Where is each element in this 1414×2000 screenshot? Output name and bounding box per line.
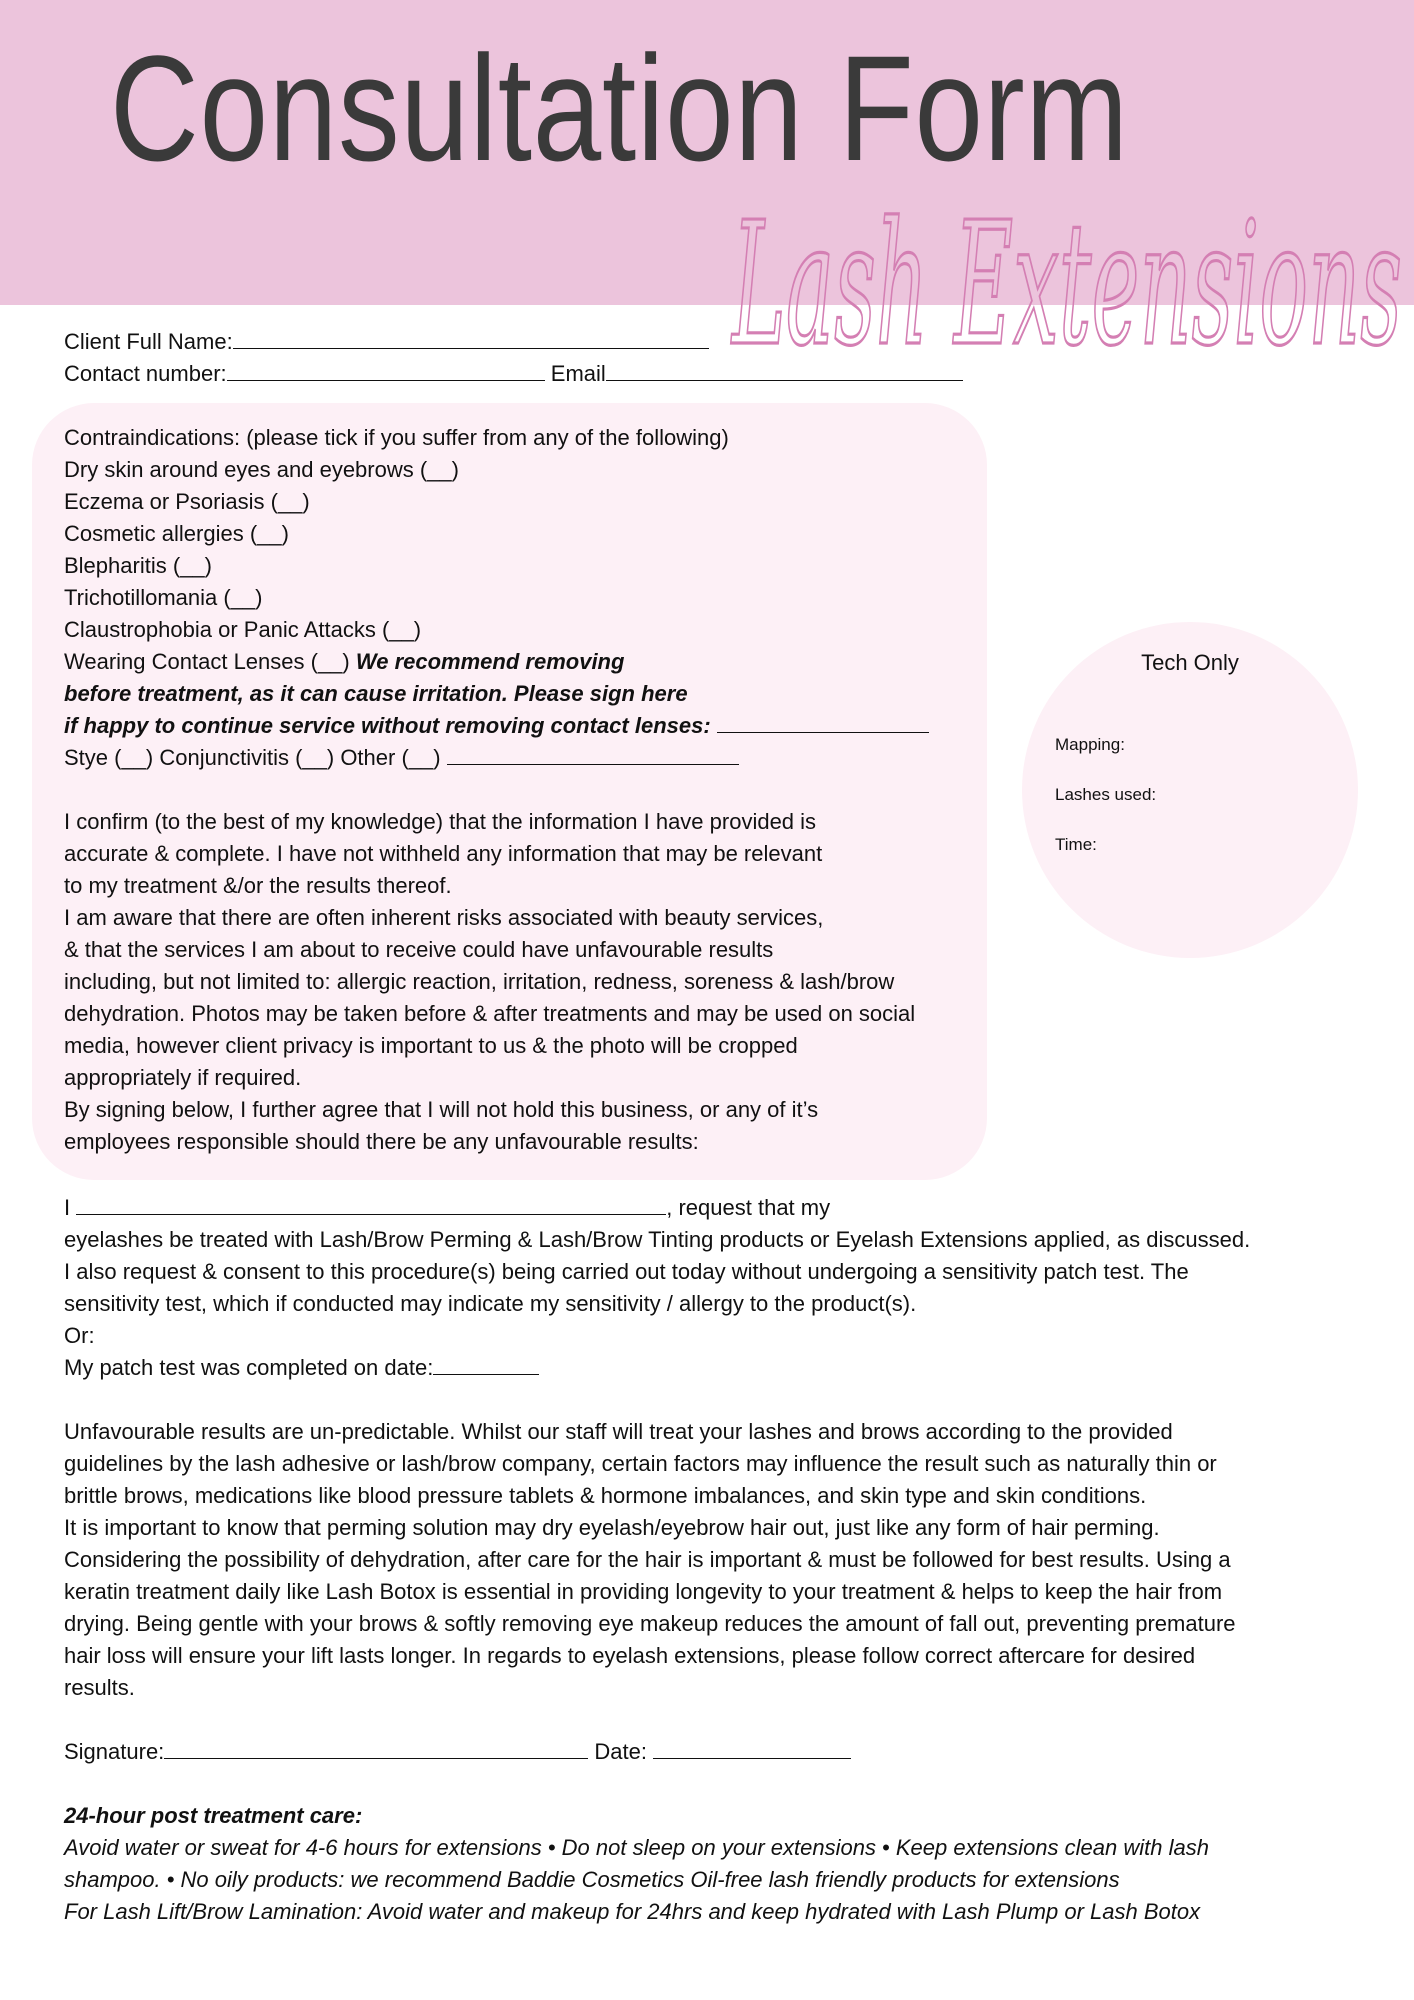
client-name-field[interactable] [233, 328, 709, 349]
disclaimer-line: drying. Being gentle with your brows & softly removing eye makeup reduces the amount of fall out, preventing premature [64, 1611, 1236, 1636]
lashes-used-label: Lashes used: [1055, 785, 1157, 804]
signature-row [64, 1736, 851, 1768]
other-conditions-row [64, 742, 739, 774]
contact-lenses-row [64, 646, 624, 678]
contact-number-field[interactable] [227, 360, 545, 381]
other-conditions-items[interactable]: Stye (__) Conjunctivitis (__) Other (__) [64, 745, 441, 770]
tech-only-title: Tech Only [1141, 650, 1239, 675]
contraindication-item[interactable]: Cosmetic allergies (__) [64, 521, 289, 546]
contraindication-item[interactable]: Claustrophobia or Panic Attacks (__) [64, 617, 422, 642]
script-subtitle-text: Lash Extensions [730, 186, 1402, 384]
request-row [64, 1192, 830, 1224]
patch-test-row [64, 1352, 539, 1384]
date-field[interactable] [653, 1738, 851, 1759]
request-line: I also request & consent to this procedure(s) being carried out today without undergoing a sensitivity patch test. The [64, 1259, 1189, 1284]
declaration-line: to my treatment &/or the results thereof. [64, 873, 452, 898]
signature-label: Signature: [64, 1739, 165, 1764]
disclaimer-line: guidelines by the lash adhesive or lash/brow company, certain factors may influence the result such as naturally thin or [64, 1451, 1217, 1476]
declaration-line: employees responsible should there be any unfavourable results: [64, 1129, 699, 1154]
contraindications-heading: Contraindications: (please tick if you suffer from any of the following) [64, 425, 729, 450]
contact-lenses-signature-field[interactable] [717, 712, 929, 733]
disclaimer-line: keratin treatment daily like Lash Botox is essential in providing longevity to your treatment & helps to keep the hair from [64, 1579, 1223, 1604]
aftercare-line: shampoo. • No oily products: we recommend Baddie Cosmetics Oil-free lash friendly products for extensions [64, 1867, 1120, 1892]
disclaimer-line: Unfavourable results are un-predictable. Whilst our staff will treat your lashes and brows according to the provided [64, 1419, 1173, 1444]
disclaimer-line: results. [64, 1675, 135, 1700]
aftercare-line: Avoid water or sweat for 4-6 hours for extensions • Do not sleep on your extensions • Keep extensions clean with lash [64, 1835, 1209, 1860]
disclaimer-line: Considering the possibility of dehydration, after care for the hair is important & must be followed for best results. Using a [64, 1547, 1231, 1572]
client-name-label: Client Full Name: [64, 329, 233, 354]
request-line: sensitivity test, which if conducted may indicate my sensitivity / allergy to the product(s). [64, 1291, 917, 1316]
contraindication-item[interactable]: Dry skin around eyes and eyebrows (__) [64, 457, 459, 482]
email-field[interactable] [606, 360, 963, 381]
contact-number-label: Contact number: [64, 361, 227, 386]
mapping-label: Mapping: [1055, 735, 1125, 754]
date-label: Date: [594, 1739, 648, 1764]
patch-test-label: My patch test was completed on date: [64, 1355, 434, 1380]
aftercare-line: For Lash Lift/Brow Lamination: Avoid water and makeup for 24hrs and keep hydrated with Lash Plump or Lash Botox [64, 1899, 1201, 1924]
declaration-line: I am aware that there are often inherent risks associated with beauty services, [64, 905, 824, 930]
contact-lenses-note: if happy to continue service without removing contact lenses: [64, 713, 711, 738]
request-name-field[interactable] [76, 1194, 666, 1215]
contact-lenses-sign-row [64, 710, 929, 742]
declaration-line: accurate & complete. I have not withheld any information that may be relevant [64, 841, 823, 866]
script-subtitle [728, 178, 1408, 388]
aftercare-heading: 24-hour post treatment care: [64, 1803, 363, 1828]
contact-lenses-item[interactable]: Wearing Contact Lenses (__) [64, 649, 350, 674]
request-i-label: I [64, 1195, 71, 1220]
patch-test-date-field[interactable] [433, 1354, 539, 1375]
contraindication-item[interactable]: Blepharitis (__) [64, 553, 212, 578]
contraindication-item[interactable]: Eczema or Psoriasis (__) [64, 489, 310, 514]
time-label: Time: [1055, 835, 1097, 854]
contact-lenses-note: before treatment, as it can cause irritation. Please sign here [64, 681, 688, 706]
contact-row [64, 358, 963, 390]
declaration-line: I confirm (to the best of my knowledge) that the information I have provided is [64, 809, 817, 834]
request-line: eyelashes be treated with Lash/Brow Perming & Lash/Brow Tinting products or Eyelash Extensions applied, as discussed. [64, 1227, 1251, 1252]
declaration-line: media, however client privacy is important to us & the photo will be cropped [64, 1033, 798, 1058]
declaration-line: appropriately if required. [64, 1065, 302, 1090]
signature-field[interactable] [164, 1738, 588, 1759]
contact-lenses-note: We recommend removing [355, 649, 625, 674]
disclaimer-line: It is important to know that perming solution may dry eyelash/eyebrow hair out, just like any form of hair perming. [64, 1515, 1160, 1540]
client-name-row [64, 326, 709, 358]
page-title: Consultation Form [110, 24, 1129, 192]
request-line: Or: [64, 1323, 95, 1348]
declaration-line: By signing below, I further agree that I will not hold this business, or any of it’s [64, 1097, 819, 1122]
declaration-line: & that the services I am about to receive could have unfavourable results [64, 937, 774, 962]
email-label: Email [550, 361, 606, 386]
other-conditions-field[interactable] [447, 744, 739, 765]
declaration-line: including, but not limited to: allergic reaction, irritation, redness, soreness & lash/brow [64, 969, 895, 994]
contraindication-item[interactable]: Trichotillomania (__) [64, 585, 263, 610]
disclaimer-line: hair loss will ensure your lift lasts longer. In regards to eyelash extensions, please follow correct aftercare for desired [64, 1643, 1196, 1668]
declaration-line: dehydration. Photos may be taken before & after treatments and may be used on social [64, 1001, 916, 1026]
disclaimer-line: brittle brows, medications like blood pressure tablets & hormone imbalances, and skin type and skin conditions. [64, 1483, 1147, 1508]
request-suffix: , request that my [666, 1195, 831, 1220]
